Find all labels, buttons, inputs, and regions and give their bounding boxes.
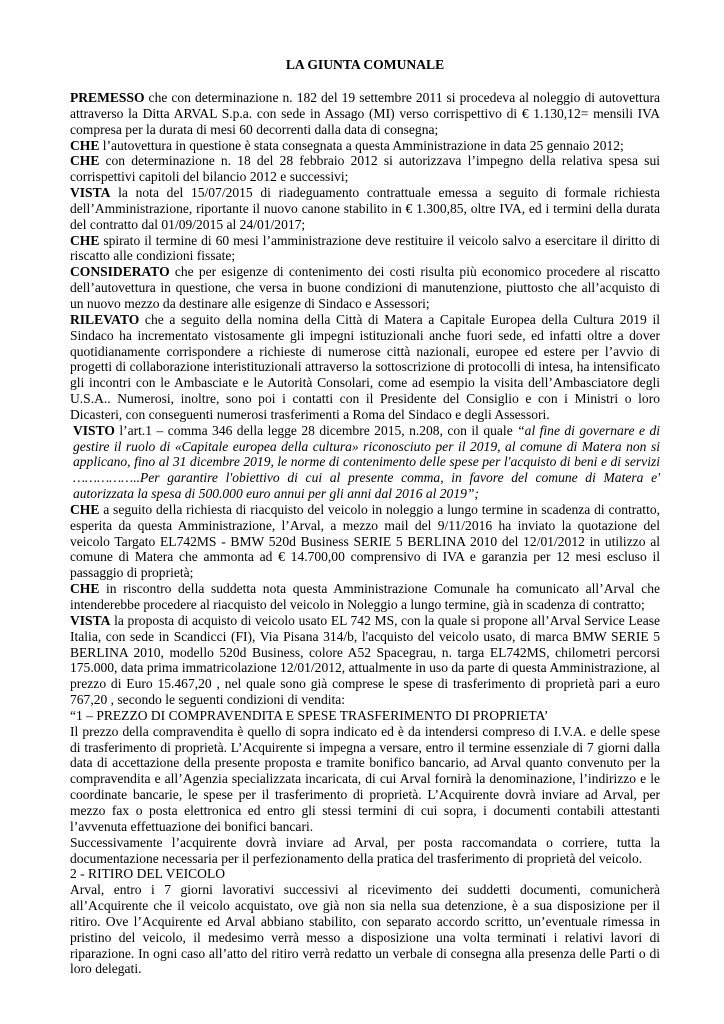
paragraph-text: che per esigenze di contenimento dei costi risulta più economico procedere al riscatto dell’autovettura in questione, che versa in buone condizioni di manutenzione, piuttosto che all’acquisto di un nuovo mezzo da destinare alle esigenze di Sindaco e Assessori; (70, 264, 660, 311)
section-1-heading: “1 – PREZZO DI COMPRAVENDITA E SPESE TRASFERIMENTO DI PROPRIETA’ (70, 707, 549, 723)
paragraph-text: in riscontro della suddetta nota questa Amministrazione Comunale ha comunicato all’Arval che intenderebbe procedere al riacquisto del veicolo in Noleggio a lungo termine, già in scadenza di contratto; (70, 581, 660, 612)
paragraph-premesso (70, 90, 660, 138)
paragraph-text: che a seguito della nomina della Città di Matera a Capitale Europea della Cultura 2019 il Sindaco ha incrementato vistosamente gli impegni istituzionali anche fuori sede, ed infatti oltre a dover quotidianamente corrispondere a richieste di numerose città nazionali, europee ed estere per l’avvio di progetti di collaborazione interistituzionali attraverso la sottoscrizione di protocolli di intesa, ha intensificato gli incontri con le Ambasciate e le Autorità Consolari, come ad esempio la visita dell’Ambasciatore degli U.S.A.. Numerosi, inoltre, sono poi i contatti con il Presidente del Consiglio e con i Ministri o loro Dicasteri, con conseguenti numerosi trasferimenti a Roma del Sindaco e degli Assessori. (70, 311, 660, 422)
keyword: CHE (70, 137, 100, 153)
paragraph-text: a seguito della richiesta di riacquisto del veicolo in noleggio a lungo termine in scadenza di contratto, esperita da questa Amministrazione, l’Arval, a mezzo mail del 9/11/2016 ha inviato la quotazione del veicolo Targato EL742MS - BMW 520d Business SERIE 5 BERLINA 2010 del 12/01/2012 in utilizzo al comune di Matera che ammonta ad € 14.700,00 comprensivo di IVA e garanzia per 12 mesi escluso il passaggio di proprietà; (70, 501, 660, 581)
keyword: VISTA (70, 185, 111, 201)
section-2-heading: 2 - RITIRO DEL VEICOLO (70, 866, 226, 882)
keyword: PREMESSO (70, 90, 145, 105)
keyword: VISTO (73, 422, 115, 438)
paragraph-visto (70, 423, 660, 502)
keyword: CHE (70, 153, 100, 169)
paragraph-text: che con determinazione n. 182 del 19 settembre 2011 si procedeva al noleggio di autovettura attraverso la Ditta ARVAL S.p.a. con sede in Assago (MI) verso corrispettivo di € 1.130,12= mensili IVA compresa per la durata di mesi 60 decorrenti dalla data di consegna; (70, 90, 660, 137)
paragraph-vista-nota (70, 185, 660, 233)
paragraph-text: l’art.1 – comma 346 della legge 28 dicembre 2015, n.208, con il quale (114, 422, 518, 438)
section-1-paragraph: Il prezzo della compravendita è quello di sopra indicato ed è da intendersi compreso di I.V.A. e delle spese di trasferimento di proprietà. L’Acquirente si impegna a versare, entro il termine essenziale di 7 giorni dalla data di accettazione della presente proposta e tramite bonifico bancario, ad Arval quanto convenuto per la compravendita e all’Agenzia specializzata incaricata, di cui Arval fornirà la denominazione, l’indirizzo e le coordinate bancarie, le spese per il trasferimento di proprietà. L’Acquirente dovrà inviare ad Arval, per mezzo fax o posta elettronica ed entro gli stessi termini di cui sopra, i documenti contabili attestanti l’avvenuta effettuazione dei bonifici bancari. (70, 723, 660, 834)
paragraph-text: la proposta di acquisto di veicolo usato EL 742 MS, con la quale si propone all’Arval Service Lease Italia, con sede in Scandicci (FI), Via Pisana 314/b, l'acquisto del veicolo usato, di marca BMW SERIE 5 BERLINA 2010, modello 520d Business, colore A52 Spacegrau, n. targa EL742MS, chilometri percorsi 175.000, data prima immatricolazione 12/01/2012, attualmente in uso da parte di questa Amministrazione, al prezzo di Euro 15.467,20 , nel quale sono già comprese le spese di trasferimento di proprietà pari a euro 767,20 , secondo le seguenti condizioni di vendita: (70, 612, 660, 708)
keyword: VISTA (70, 612, 111, 628)
paragraph-che-riacquisto (70, 502, 660, 581)
paragraph-che-termine (70, 233, 660, 265)
keyword: CHE (70, 232, 100, 248)
paragraph-considerato (70, 264, 660, 312)
document-title: LA GIUNTA COMUNALE (285, 57, 445, 72)
paragraph-che-determinazione (70, 153, 660, 185)
paragraph-che-consegna (70, 138, 660, 154)
section-1-paragraph: Successivamente l’acquirente dovrà inviare ad Arval, per posta raccomandata o corriere, tutta la documentazione necessaria per il perfezionamento della pratica del trasferimento di proprietà del veicolo. (70, 834, 660, 866)
paragraph-vista-proposta (70, 613, 660, 708)
paragraph-text: spirato il termine di 60 mesi l’amministrazione deve restituire il veicolo salvo a esercitare il diritto di riscatto alle condizioni fissate; (70, 232, 660, 264)
paragraph-rilevato (70, 312, 660, 423)
keyword: RILEVATO (70, 311, 140, 327)
quoted-law-text: “al fine di governare e di gestire il ruolo di «Capitale europea della cultura» riconosciuto per il 2019, al comune di Matera non si applicano, fino al 31 dicembre 2019, le norme di contenimento delle spese per l'acquisto di beni e di servizi ……………..Per garantire l'obiettivo di cui al presente comma, in favore del comune di Matera e' autorizzata la spesa di 500.000 euro annui per gli anni dal 2016 al 2019”; (73, 422, 660, 502)
keyword: CHE (70, 581, 100, 597)
paragraph-text: l’autovettura in questione è stata consegnata a questa Amministrazione in data 25 gennaio 2012; (99, 137, 624, 153)
paragraph-text: la nota del 15/07/2015 di riadeguamento contrattuale emessa a seguito di formale richiesta dell’Amministrazione, riportante il nuovo canone stabilito in € 1.300,85, oltre IVA, ed i termini della durata del contratto dal 01/09/2015 al 24/01/2017; (70, 185, 660, 232)
paragraph-text: con determinazione n. 18 del 28 febbraio 2012 si autorizzava l’impegno della relativa spesa sui corrispettivi capitoli del bilancio 2012 e successivi; (70, 153, 660, 185)
paragraph-che-riscontro (70, 581, 660, 613)
keyword: CONSIDERATO (70, 264, 170, 280)
document-body (70, 90, 660, 977)
section-2-paragraph: Arval, entro i 7 giorni lavorativi successivi al ricevimento dei suddetti documenti, comunicherà all’Acquirente che il veicolo acquistato, ove già non sia nella sua detenzione, è a sua disposizione per il ritiro. Ove l’Acquirente ed Arval abbiano stabilito, con separato accordo scritto, un’eventuale rimessa in pristino del veicolo, il medesimo verrà messo a disposizione una volta terminati i relativi lavori di riparazione. In ogni caso all’atto del ritiro verrà redatto un verbale di consegna alla presenza delle Parti o di loro delegati. (70, 882, 660, 977)
keyword: CHE (70, 501, 100, 517)
